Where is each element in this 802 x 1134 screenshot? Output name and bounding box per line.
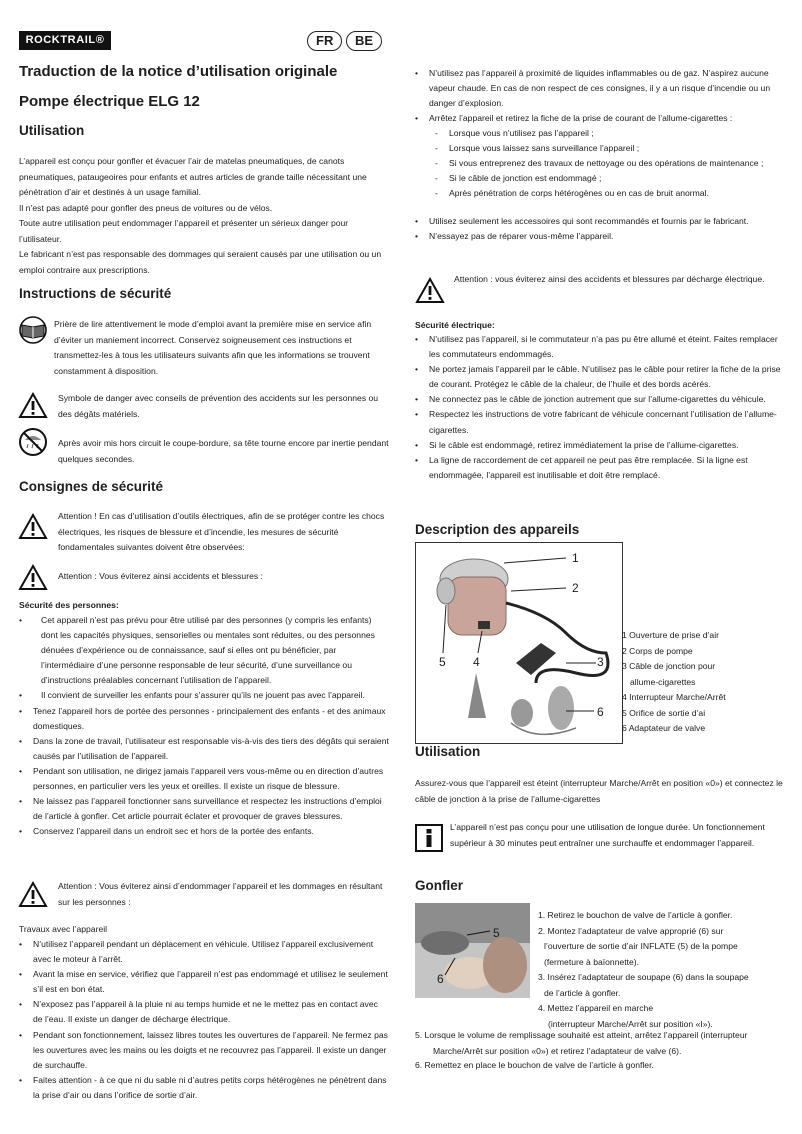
callout-4: 4 — [473, 655, 480, 669]
warning-electric: Attention : vous éviterez ainsi des accidents et blessures par décharge électrique. — [454, 274, 765, 284]
pump-illustration — [416, 543, 622, 743]
list-item: • Tenez l’appareil hors de portée des personnes - principalement des enfants - et des animaux domestiques. — [19, 705, 386, 731]
step-5: 5. Lorsque le volume de remplissage souhaité est atteint, arrêtez l’appareil (interrupteur Marche/Arrêt sur position «0») et retirez l’adaptateur de valve (6). — [415, 1030, 748, 1056]
accessories-list — [415, 214, 785, 244]
callout-5: 5 — [439, 655, 446, 669]
inflate-illustration — [415, 903, 530, 998]
gonfler-callout-6: 6 — [437, 972, 444, 986]
usage2-heading: Utilisation — [415, 744, 481, 759]
gonfler-callout-5: 5 — [493, 926, 500, 940]
list-item: • Pendant son fonctionnement, laissez libres toutes les ouvertures de l’appareil. Ne fermez pas les ouvertures avec les mains ou les doigts et ne recouvrez pas l’appareil. Il existe un danger de surchauffe. — [19, 1029, 388, 1070]
list-item: • Respectez les instructions de votre fabricant de véhicule concernant l’utilisation de l’allume-cigarettes. — [415, 409, 777, 435]
right-top-list — [415, 66, 785, 126]
list-item: - Lorsque vous laissez sans surveillance l’appareil ; — [435, 143, 640, 154]
consignes-warning-2: Attention : Vous éviterez ainsi accidents et blessures : — [58, 571, 263, 581]
callout-3: 3 — [597, 655, 604, 669]
list-item: • N’utilisez l’appareil pendant un déplacement en véhicule. Utilisez l’appareil exclusivement avec le moteur à l’arrêt. — [19, 939, 374, 965]
travaux-heading: Travaux avec l’appareil — [19, 924, 108, 934]
lang-badge-be: BE — [346, 31, 382, 51]
callout-1: 1 — [572, 551, 579, 565]
list-item: • Il convient de surveiller les enfants pour s’assurer qu’ils ne jouent pas avec l’appareil. — [19, 690, 365, 701]
warning-icon — [415, 277, 445, 304]
warning-icon — [18, 564, 48, 591]
electrical-heading: Sécurité électrique: — [415, 320, 495, 330]
consignes-warning-1: Attention ! En cas d’utilisation d’outils électriques, afin de se protéger contre les chocs électriques, les risques de blessure et d’incendie, les mesures de sécurité fondamentales suivantes doivent être observées: — [58, 511, 385, 552]
consignes-heading: Consignes de sécurité — [19, 479, 164, 494]
warning-damage: Attention : Vous éviterez ainsi d’endommager l’appareil et les dommages en résultant sur les personnes : — [58, 881, 383, 907]
list-item: • Pendant son utilisation, ne dirigez jamais l’appareil vers vous-même ou en direction d’autres personnes, en particulier vers les yeux et oreilles. Il existe un risque de blessure. — [19, 765, 384, 792]
list-item: - Après pénétration de corps hétérogènes ou en cas de bruit anormal. — [435, 188, 709, 199]
list-item: • N’essayez pas de réparer vous-même l’appareil. — [415, 231, 614, 242]
info-text: L’appareil n’est pas conçu pour une utilisation de longue durée. Un fonctionnement supérieur à 30 minutes peut entraîner une surchauffe et endommager l’appareil. — [450, 822, 765, 848]
persons-list — [19, 613, 389, 839]
list-item: • Cet appareil n’est pas prévu pour être utilisé par des personnes (y compris les enfants) dont les capacités physiques, sensorielles ou mentales sont réduites, ou des personnes dénuées d’expérience ou de connaissance, sauf si elles ont pu bénéficier, par l’intermédiaire d’une personne responsable de leur sécurité, d’une surveillance ou d’instructions préalables concernant l’utilisation de l’appareil. — [19, 615, 375, 686]
list-item: • La ligne de raccordement de cet appareil ne peut pas être remplacée. Si la ligne est endommagée, l’appareil est inutilisable et doit être remplacé. — [415, 454, 748, 480]
brand-logo: ROCKTRAIL® — [19, 31, 111, 50]
list-item: • Ne portez jamais l’appareil par le câble. N’utilisez pas le câble pour retirer la fiche de la prise de courant. Protégez le câble de la chaleur, de l’huile et des bords acérés. — [415, 364, 781, 390]
list-item: - Si le câble de jonction est endommagé ; — [435, 173, 602, 184]
usage-heading: Utilisation — [19, 123, 85, 138]
no-rain-icon — [18, 427, 48, 457]
list-item: • Ne connectez pas le câble de jonction autrement que sur l’allume-cigarettes du véhicule. — [415, 394, 766, 405]
lang-badge-fr: FR — [307, 31, 342, 51]
list-item: - Si vous entreprenez des travaux de nettoyage ou des opérations de maintenance ; — [435, 158, 764, 169]
safety-heading: Instructions de sécurité — [19, 286, 172, 301]
book-icon — [18, 316, 48, 344]
warning-icon — [18, 881, 48, 908]
info-icon — [415, 824, 443, 852]
safety-item-manual: Prière de lire attentivement le mode d’emploi avant la première mise en service afin d’éviter un maniement incorrect. Conservez soigneusement ces instructions et transmettez-les à tous les utilisateurs suivants afin que les informations se trouvent constamment à disposition. — [54, 319, 372, 376]
safety-item-inertia: Après avoir mis hors circuit le coupe-bordure, sa tête tourne encore par inertie pendant quelques secondes. — [58, 438, 389, 464]
list-item: • Avant la mise en service, vérifiez que l’appareil n’est pas endommagé et utilisez le seulement s’il est en bon état. — [19, 969, 388, 995]
dash-list — [435, 126, 775, 201]
list-item: • Faites attention - à ce que ni du sable ni d’autres petits corps hétérogènes ne pénètrent dans la prise d’air ou dans l’orifice de sortie d’air. — [19, 1074, 387, 1100]
persons-heading: Sécurité des personnes: — [19, 600, 119, 610]
inflate-figure — [415, 903, 530, 998]
list-item: • Conservez l’appareil dans un endroit sec et hors de la portée des enfants. — [19, 826, 314, 837]
warning-icon — [18, 392, 48, 419]
usage2-text: Assurez-vous que l’appareil est éteint (interrupteur Marche/Arrêt en position «0») et connectez le câble de jonction à la prise de l’allume-cigarettes — [415, 778, 783, 804]
gonfler-heading: Gonfler — [415, 878, 464, 893]
page-title: Traduction de la notice d’utilisation originale — [19, 63, 338, 80]
parts-list: 1 Ouverture de prise d’air 2 Corps de pompe 3 Câble de jonction pour allume-cigarettes 4 Interrupteur Marche/Arrêt 5 Orifice de sortie d’ai 6 Adaptateur de valve — [622, 630, 726, 733]
usage-text: L’appareil est conçu pour gonfler et évacuer l’air de matelas pneumatiques, de canots pneumatiques, pataugeoires pour enfants et autres articles de grande taille nécessitant une pénétration d’air et destinés à un usage familial. Il n’est pas adapté pour gonfler des pneus de voitures ou de vélos. Toute autre utilisation peut endommager l’appareil et présenter un sérieux danger pour l’utilisateur. Le fabricant n’est pas responsable des dommages qui seraient causés par une utilisation ou un emploi contraire aux prescriptions. — [19, 156, 382, 275]
list-item: • Si le câble est endommagé, retirez immédiatement la prise de l’allume-cigarettes. — [415, 439, 739, 450]
callout-6: 6 — [597, 705, 604, 719]
list-item: - Lorsque vous n’utilisez pas l’appareil ; — [435, 128, 594, 138]
callout-2: 2 — [572, 581, 579, 595]
description-heading: Description des appareils — [415, 522, 580, 537]
warning-icon — [18, 513, 48, 540]
list-item: • N’exposez pas l’appareil à la pluie ni au temps humide et ne le mettez pas en contact avec de l’eau. Il existe un danger de décharge électrique. — [19, 999, 378, 1025]
list-item: • Dans la zone de travail, l’utilisateur est responsable vis-à-vis des tiers des dégâts qui seraient causés par l’utilisation de l’appareil. — [19, 735, 389, 761]
list-item: • Arrêtez l’appareil et retirez la fiche de la prise de courant de l’allume-cigarettes : — [415, 113, 733, 124]
list-item: • N’utilisez pas l’appareil, si le commutateur n’a pas pu être allumé et éteint. Faites remplacer les commutateurs endommagés. — [415, 334, 778, 360]
safety-item-danger-symbol: Symbole de danger avec conseils de prévention des accidents sur les personnes ou des dégâts matériels. — [58, 393, 379, 419]
list-item: • Utilisez seulement les accessoires qui sont recommandés et fournis par le fabricant. — [415, 216, 749, 226]
travaux-list — [19, 937, 389, 1103]
steps-list: 1. Retirez le bouchon de valve de l’article à gonfler. 2. Montez l’adaptateur de valve approprié (6) sur l’ouverture de sortie d’air INFLATE (5) de la pompe (fermeture à baïonnette). 3. Insérez l’adaptateur de soupape (6) dans la soupape de l’article à gonfler. 4. Mettez l’appareil en marche (interrupteur Marche/Arrêt sur position «I»). — [538, 910, 749, 1029]
step-6: 6. Remettez en place le bouchon de valve de l’article à gonfler. — [415, 1060, 654, 1070]
product-title: Pompe électrique ELG 12 — [19, 93, 200, 110]
electrical-list — [415, 332, 785, 483]
list-item: • N’utilisez pas l’appareil à proximité de liquides inflammables ou de gaz. N’aspirez aucune vapeur chaude. En cas de non respect de ces consignes, il y a un risque d’incendie ou un danger d’explosion. — [415, 68, 771, 109]
pump-figure — [415, 542, 623, 744]
list-item: • Ne laissez pas l’appareil fonctionner sans surveillance et respectez les instructions d’emploi de l’article à gonfler. Cet article pourrait éclater et provoquer de graves blessures. — [19, 796, 382, 822]
